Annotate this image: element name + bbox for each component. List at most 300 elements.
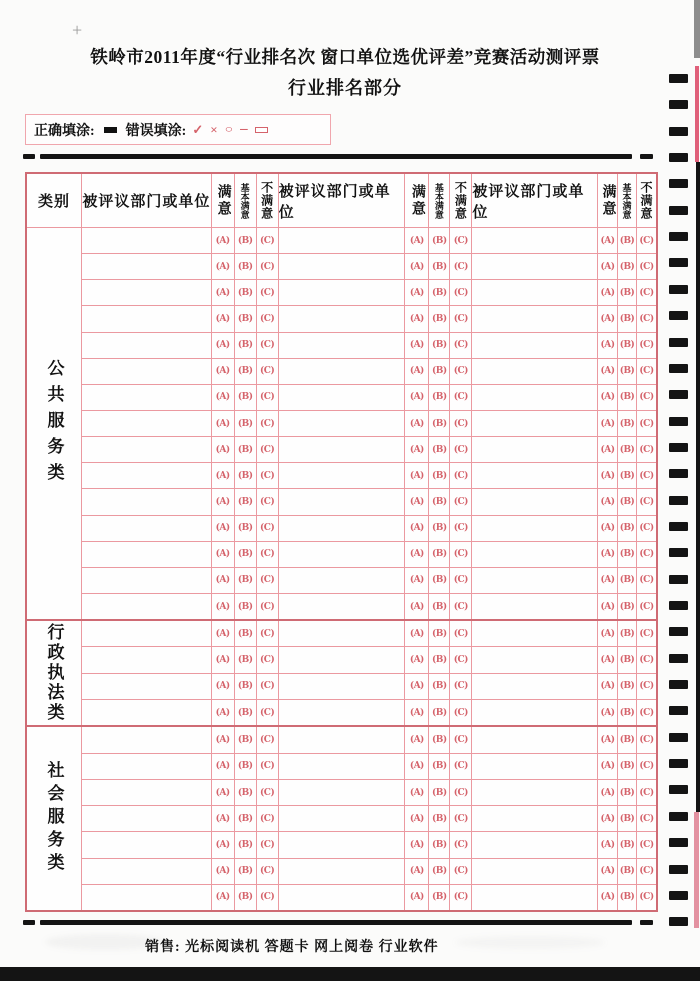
bubble-C: (C) [257, 806, 279, 831]
category-section [27, 725, 656, 910]
bubble-B: (B) [235, 647, 257, 672]
bubble-B: (B) [618, 832, 637, 857]
unit-name-cell [82, 306, 212, 331]
unit-name-cell [472, 228, 598, 253]
bubble-B: (B) [235, 674, 257, 699]
table-row [82, 358, 656, 384]
bubble-A: (A) [405, 463, 429, 488]
bubble-B: (B) [235, 385, 257, 410]
bubble-B: (B) [618, 621, 637, 646]
bubble-C: (C) [450, 228, 472, 253]
timing-mark [669, 522, 688, 531]
bubble-B: (B) [429, 489, 450, 514]
bubble-A: (A) [598, 674, 618, 699]
bubble-A: (A) [405, 647, 429, 672]
bubble-B: (B) [429, 621, 450, 646]
bubble-A: (A) [405, 411, 429, 436]
unit-name-cell [82, 411, 212, 436]
page-edge-pink-bottom [694, 812, 699, 928]
bubble-C: (C) [450, 280, 472, 305]
timing-mark [669, 469, 688, 478]
section-rows [82, 621, 656, 725]
timing-mark [669, 680, 688, 689]
bubble-A: (A) [405, 228, 429, 253]
bubble-A: (A) [405, 568, 429, 593]
bubble-A: (A) [212, 306, 235, 331]
bubble-A: (A) [598, 568, 618, 593]
unit-name-cell [472, 594, 598, 619]
bubble-C: (C) [257, 859, 279, 884]
bubble-B: (B) [235, 780, 257, 805]
timing-mark [669, 838, 688, 847]
bubble-A: (A) [598, 621, 618, 646]
timing-mark [669, 153, 688, 162]
bubble-C: (C) [450, 780, 472, 805]
bubble-B: (B) [429, 516, 450, 541]
table-row [82, 228, 656, 253]
table-row [82, 279, 656, 305]
bubble-A: (A) [212, 333, 235, 358]
table-row [82, 462, 656, 488]
bubble-B: (B) [235, 306, 257, 331]
table-row [82, 253, 656, 279]
timing-mark [669, 206, 688, 215]
form-title: 铁岭市2011年度“行业排名次 窗口单位选优评差”竞赛活动测评票 [90, 47, 600, 67]
table-row [82, 753, 656, 779]
bubble-C: (C) [450, 306, 472, 331]
bubble-B: (B) [235, 359, 257, 384]
bubble-A: (A) [212, 832, 235, 857]
bubble-C: (C) [257, 754, 279, 779]
bubble-C: (C) [450, 254, 472, 279]
timing-mark [669, 285, 688, 294]
unsatisfied-header: 不满意 [257, 174, 279, 227]
unit-name-cell [82, 437, 212, 462]
scan-smudge [455, 936, 605, 949]
bubble-B: (B) [429, 568, 450, 593]
bubble-A: (A) [598, 463, 618, 488]
alignment-bar-top-left [23, 154, 35, 159]
bubble-B: (B) [618, 516, 637, 541]
bubble-A: (A) [212, 254, 235, 279]
table-row [82, 779, 656, 805]
bubble-B: (B) [235, 489, 257, 514]
bubble-B: (B) [618, 568, 637, 593]
table-row [82, 436, 656, 462]
unit-name-cell [472, 359, 598, 384]
bubble-A: (A) [405, 674, 429, 699]
bubble-B: (B) [618, 489, 637, 514]
unit-name-cell [279, 463, 406, 488]
timing-mark [669, 917, 688, 926]
bubble-A: (A) [598, 306, 618, 331]
bubble-A: (A) [212, 542, 235, 567]
bubble-A: (A) [598, 280, 618, 305]
timing-mark [669, 417, 688, 426]
unit-name-cell [279, 411, 406, 436]
unit-name-cell [472, 727, 598, 752]
category-section [27, 619, 656, 725]
bubble-B: (B) [429, 674, 450, 699]
bubble-A: (A) [212, 674, 235, 699]
bubble-A: (A) [405, 594, 429, 619]
bubble-A: (A) [598, 727, 618, 752]
unit-name-cell [82, 228, 212, 253]
bubble-B: (B) [429, 885, 450, 910]
check-mark: ✓ [192, 122, 204, 137]
cross-mark: × [210, 122, 218, 137]
unit-name-cell [472, 516, 598, 541]
bubble-A: (A) [212, 568, 235, 593]
unit-name-cell [279, 674, 406, 699]
bubble-A: (A) [405, 727, 429, 752]
bubble-C: (C) [257, 228, 279, 253]
bubble-B: (B) [429, 228, 450, 253]
timing-mark [669, 179, 688, 188]
bubble-C: (C) [639, 892, 654, 903]
unit-name-cell [82, 806, 212, 831]
unit-name-cell [472, 674, 598, 699]
timing-mark [669, 759, 688, 768]
timing-mark [669, 865, 688, 874]
unit-name-cell [82, 674, 212, 699]
basically-satisfied-header: 基本满意 [429, 174, 450, 227]
bubble-C: (C) [450, 568, 472, 593]
table-header-row [27, 174, 656, 228]
unit-name-cell [279, 859, 406, 884]
category-cell: 行政执法类 [27, 621, 82, 725]
table-row [82, 831, 656, 857]
bubble-C: (C) [639, 707, 654, 718]
bubble-A: (A) [598, 333, 618, 358]
unit-name-cell [472, 859, 598, 884]
bubble-B: (B) [235, 437, 257, 462]
timing-mark [669, 258, 688, 267]
bubble-C: (C) [450, 594, 472, 619]
bubble-B: (B) [235, 621, 257, 646]
unit-header: 被评议部门或单位 [82, 174, 212, 227]
bubble-A: (A) [598, 228, 618, 253]
bubble-C: (C) [639, 628, 654, 639]
evaluation-table [25, 172, 658, 912]
satisfied-header: 满意 [212, 174, 235, 227]
bubble-A: (A) [405, 280, 429, 305]
bubble-A: (A) [598, 385, 618, 410]
thin-dash-mark: – [240, 121, 248, 137]
unit-name-cell [82, 832, 212, 857]
timing-mark [669, 654, 688, 663]
unit-name-cell [279, 228, 406, 253]
table-row [82, 384, 656, 410]
unit-name-cell [279, 568, 406, 593]
unsatisfied-header: 不满意 [450, 174, 472, 227]
unit-name-cell [472, 437, 598, 462]
bubble-C: (C) [450, 411, 472, 436]
timing-mark [669, 100, 688, 109]
table-row [82, 858, 656, 884]
bubble-C: (C) [450, 542, 472, 567]
bubble-C: (C) [639, 261, 654, 272]
unit-name-cell [472, 463, 598, 488]
bubble-C: (C) [257, 437, 279, 462]
bubble-A: (A) [598, 780, 618, 805]
bubble-A: (A) [598, 542, 618, 567]
filled-bar-icon [104, 127, 117, 133]
table-row [82, 621, 656, 646]
bubble-A: (A) [405, 489, 429, 514]
bubble-B: (B) [618, 885, 637, 910]
table-row [82, 673, 656, 699]
bubble-B: (B) [235, 542, 257, 567]
bubble-B: (B) [235, 254, 257, 279]
bubble-A: (A) [598, 594, 618, 619]
correct-fill-label: 正确填涂: [34, 123, 95, 139]
bubble-A: (A) [405, 885, 429, 910]
bubble-A: (A) [212, 411, 235, 436]
bubble-C: (C) [450, 489, 472, 514]
unit-name-cell [279, 700, 406, 725]
bubble-A: (A) [212, 700, 235, 725]
timing-mark [669, 127, 688, 136]
unit-name-cell [82, 568, 212, 593]
bubble-A: (A) [405, 621, 429, 646]
bubble-C: (C) [450, 832, 472, 857]
table-row [82, 410, 656, 436]
bubble-B: (B) [235, 754, 257, 779]
table-row [82, 699, 656, 725]
bubble-A: (A) [212, 621, 235, 646]
bubble-B: (B) [429, 463, 450, 488]
bubble-A: (A) [212, 727, 235, 752]
bubble-B: (B) [618, 859, 637, 884]
alignment-bar-top-right [640, 154, 653, 159]
unit-name-cell [82, 280, 212, 305]
bubble-B: (B) [429, 542, 450, 567]
bubble-C: (C) [257, 489, 279, 514]
unit-name-cell [279, 885, 406, 910]
unit-name-cell [82, 780, 212, 805]
bubble-C: (C) [639, 287, 654, 298]
bubble-B: (B) [235, 516, 257, 541]
bubble-B: (B) [235, 280, 257, 305]
bubble-B: (B) [618, 306, 637, 331]
bubble-A: (A) [598, 359, 618, 384]
bubble-C: (C) [257, 411, 279, 436]
bubble-C: (C) [257, 306, 279, 331]
page-edge-pink-top [695, 66, 699, 162]
bubble-B: (B) [429, 359, 450, 384]
bubble-A: (A) [405, 385, 429, 410]
bubble-C: (C) [257, 254, 279, 279]
bubble-B: (B) [618, 780, 637, 805]
bubble-B: (B) [618, 385, 637, 410]
bubble-A: (A) [405, 806, 429, 831]
unit-name-cell [82, 885, 212, 910]
bubble-A: (A) [405, 542, 429, 567]
unit-name-cell [82, 463, 212, 488]
bubble-B: (B) [429, 647, 450, 672]
bubble-C: (C) [450, 806, 472, 831]
table-row [82, 805, 656, 831]
timing-mark [669, 601, 688, 610]
bubble-C: (C) [639, 575, 654, 586]
bubble-B: (B) [618, 411, 637, 436]
bubble-C: (C) [639, 392, 654, 403]
bubble-C: (C) [450, 885, 472, 910]
unit-name-cell [472, 254, 598, 279]
bubble-B: (B) [429, 437, 450, 462]
bubble-C: (C) [639, 735, 654, 746]
unit-name-cell [279, 754, 406, 779]
unit-name-cell [472, 832, 598, 857]
unit-name-cell [472, 411, 598, 436]
bubble-A: (A) [598, 885, 618, 910]
timing-mark [669, 812, 688, 821]
satisfied-header: 满意 [405, 174, 429, 227]
wrong-fill-symbols [192, 122, 267, 137]
bubble-C: (C) [257, 780, 279, 805]
bubble-A: (A) [405, 306, 429, 331]
bubble-B: (B) [618, 333, 637, 358]
bubble-B: (B) [618, 228, 637, 253]
bubble-C: (C) [257, 333, 279, 358]
bubble-B: (B) [429, 754, 450, 779]
bubble-C: (C) [450, 385, 472, 410]
bubble-B: (B) [429, 700, 450, 725]
bubble-C: (C) [639, 313, 654, 324]
bubble-C: (C) [639, 681, 654, 692]
bubble-C: (C) [257, 516, 279, 541]
unit-name-cell [82, 594, 212, 619]
bubble-B: (B) [429, 806, 450, 831]
unsatisfied-header: 不满意 [639, 181, 653, 220]
bubble-A: (A) [598, 832, 618, 857]
bubble-A: (A) [598, 859, 618, 884]
timing-mark [669, 548, 688, 557]
bubble-A: (A) [598, 254, 618, 279]
bubble-B: (B) [235, 594, 257, 619]
timing-mark [669, 785, 688, 794]
bubble-A: (A) [212, 280, 235, 305]
unit-name-cell [472, 489, 598, 514]
timing-mark [669, 74, 688, 83]
bubble-A: (A) [405, 516, 429, 541]
bubble-B: (B) [429, 385, 450, 410]
unit-name-cell [472, 333, 598, 358]
bubble-A: (A) [212, 859, 235, 884]
unit-name-cell [472, 280, 598, 305]
unit-name-cell [472, 780, 598, 805]
bubble-C: (C) [450, 516, 472, 541]
bubble-C: (C) [257, 280, 279, 305]
bubble-C: (C) [639, 418, 654, 429]
bubble-B: (B) [235, 568, 257, 593]
unit-name-cell [472, 806, 598, 831]
page-edge-grey [694, 0, 700, 58]
scan-smudge [45, 934, 165, 950]
registration-plus-mark: + [72, 20, 83, 40]
unit-name-cell [82, 727, 212, 752]
unit-name-cell [82, 254, 212, 279]
alignment-bar-bottom [40, 920, 632, 925]
unit-name-cell [82, 621, 212, 646]
alignment-bar-bottom-right [640, 920, 653, 925]
bubble-A: (A) [212, 647, 235, 672]
unit-name-cell [279, 306, 406, 331]
unit-header: 被评议部门或单位 [279, 174, 406, 227]
bubble-C: (C) [450, 437, 472, 462]
bubble-C: (C) [450, 333, 472, 358]
bubble-B: (B) [618, 463, 637, 488]
unit-name-cell [82, 542, 212, 567]
bubble-A: (A) [405, 333, 429, 358]
bubble-B: (B) [618, 359, 637, 384]
category-section [27, 228, 656, 619]
timing-mark [669, 706, 688, 715]
fill-instructions-box [25, 114, 331, 145]
bubble-B: (B) [618, 542, 637, 567]
bubble-A: (A) [405, 859, 429, 884]
unit-name-cell [279, 489, 406, 514]
bubble-A: (A) [212, 489, 235, 514]
bubble-A: (A) [598, 516, 618, 541]
timing-mark [669, 733, 688, 742]
bubble-B: (B) [235, 411, 257, 436]
alignment-bar-bottom-left [23, 920, 35, 925]
bubble-A: (A) [598, 489, 618, 514]
bubble-C: (C) [257, 385, 279, 410]
unit-name-cell [82, 333, 212, 358]
bubble-A: (A) [405, 437, 429, 462]
unit-name-cell [279, 385, 406, 410]
table-row [82, 727, 656, 752]
bubble-A: (A) [598, 437, 618, 462]
bubble-C: (C) [257, 594, 279, 619]
table-row [82, 488, 656, 514]
bubble-A: (A) [212, 754, 235, 779]
table-row [82, 332, 656, 358]
bubble-C: (C) [639, 839, 654, 850]
bubble-B: (B) [618, 700, 637, 725]
unit-name-cell [82, 516, 212, 541]
bubble-B: (B) [235, 700, 257, 725]
section-rows [82, 228, 656, 619]
bubble-C: (C) [639, 655, 654, 666]
unit-name-cell [279, 832, 406, 857]
unit-name-cell [82, 859, 212, 884]
bubble-C: (C) [450, 463, 472, 488]
bubble-B: (B) [235, 806, 257, 831]
bubble-B: (B) [429, 859, 450, 884]
bubble-A: (A) [598, 754, 618, 779]
bubble-B: (B) [429, 280, 450, 305]
unit-name-cell [279, 621, 406, 646]
category-header: 类别 [27, 174, 82, 227]
unit-name-cell [472, 385, 598, 410]
bubble-C: (C) [450, 647, 472, 672]
bubble-A: (A) [405, 700, 429, 725]
bubble-B: (B) [429, 832, 450, 857]
bubble-B: (B) [618, 647, 637, 672]
unit-name-cell [472, 885, 598, 910]
bubble-A: (A) [212, 437, 235, 462]
bubble-C: (C) [257, 621, 279, 646]
bubble-A: (A) [212, 228, 235, 253]
bubble-C: (C) [257, 463, 279, 488]
bubble-B: (B) [618, 280, 637, 305]
bubble-C: (C) [257, 359, 279, 384]
timing-mark [669, 232, 688, 241]
